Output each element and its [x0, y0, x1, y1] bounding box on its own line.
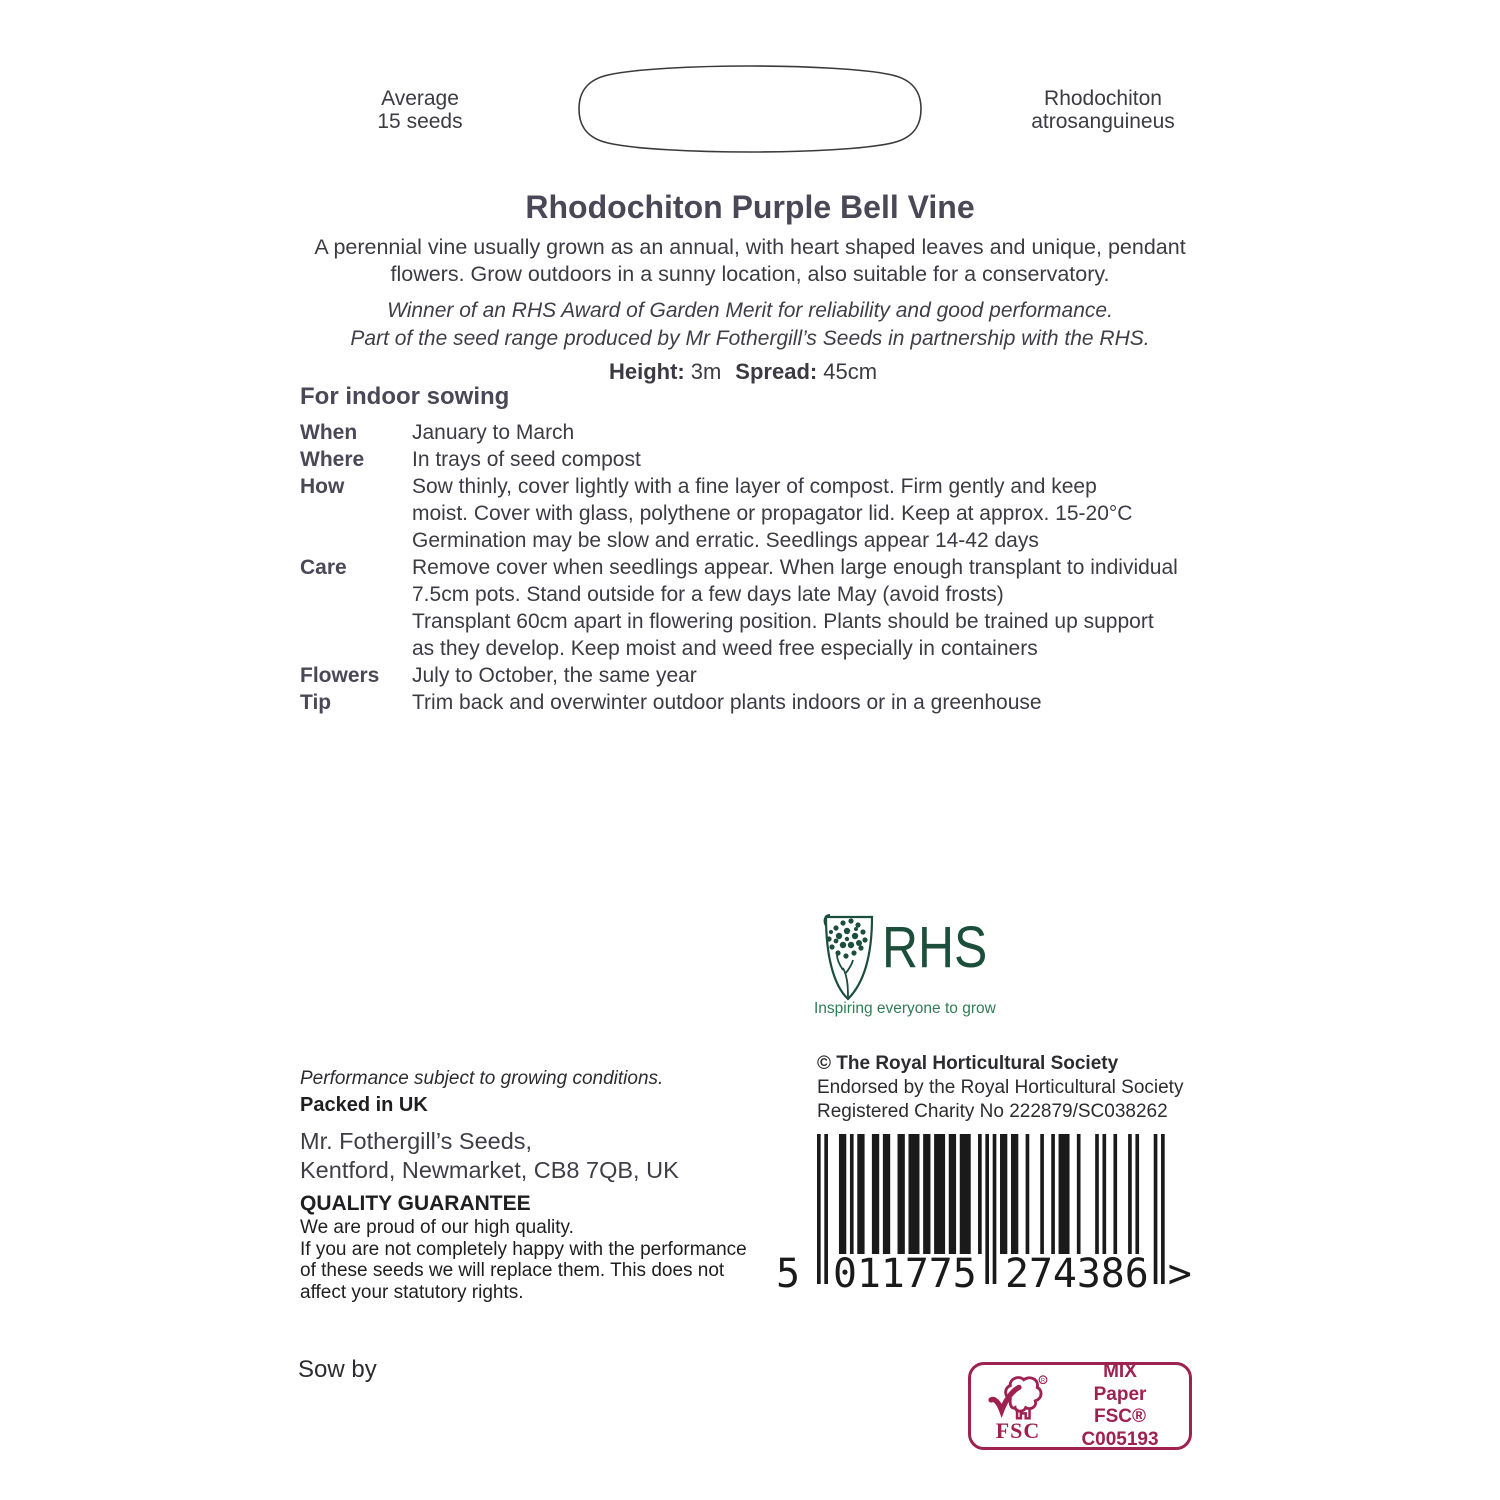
rhs-wordmark: RHS: [882, 915, 988, 980]
sowing-row-where: [300, 446, 1215, 473]
rhs-shield-tree-icon: [812, 912, 884, 1004]
row-value: Remove cover when seedlings appear. When large enough transplant to individual 7.5cm pots. Stand outside for a few days late May (avoid frosts) Transplant 60cm apart in flowering position. Plants should be trained up support as they develop. Keep moist and weed free especially in containers: [412, 556, 1178, 660]
svg-text:274386: 274386: [1005, 1251, 1149, 1296]
fsc-label: [968, 1362, 1192, 1450]
page-title: Rhodochiton Purple Bell Vine: [525, 189, 975, 225]
dimensions-line: [0, 359, 1500, 385]
sowing-table: [300, 419, 1215, 716]
average-seed-count: Average 15 seeds: [377, 87, 463, 133]
row-value: In trays of seed compost: [412, 448, 641, 471]
fsc-logo-block: [971, 1373, 1061, 1443]
fsc-wordmark: FSC: [995, 1417, 1041, 1443]
row-value: July to October, the same year: [412, 664, 697, 687]
sowing-row-when: [300, 419, 1215, 446]
botanical-name: Rhodochiton atrosanguineus: [1031, 87, 1175, 133]
fsc-tree-check-icon: [987, 1373, 1049, 1423]
performance-note: Performance subject to growing conditions.: [300, 1068, 664, 1089]
rhs-tagline: Inspiring everyone to grow: [814, 1000, 996, 1017]
row-value: January to March: [412, 421, 575, 444]
packed-in-uk: Packed in UK: [300, 1094, 428, 1116]
row-label: Care: [300, 556, 347, 579]
svg-text:R: R: [1040, 1377, 1046, 1384]
rhs-award-note: Winner of an RHS Award of Garden Merit for reliability and good performance. Part of the seed range produced by Mr Fothergill’s Seeds in partnership with the RHS.: [350, 299, 1150, 350]
fsc-mix: MIX: [1103, 1361, 1137, 1382]
row-label: When: [300, 421, 358, 444]
svg-text:5: 5: [776, 1251, 801, 1296]
rhs-copyright: © The Royal Horticultural Society: [817, 1053, 1119, 1074]
rhs-copyright-block: [817, 1052, 1183, 1124]
row-label: How: [300, 475, 345, 498]
quality-guarantee-heading: QUALITY GUARANTEE: [300, 1192, 531, 1215]
row-label: Flowers: [300, 664, 380, 687]
svg-text:011775: 011775: [833, 1251, 977, 1296]
height-value: 3m: [690, 359, 722, 384]
sowing-row-flowers: [300, 662, 1215, 689]
sow-by-label: Sow by: [298, 1356, 377, 1383]
variety-description: A perennial vine usually grown as an annual, with heart shaped leaves and unique, pendant flowers. Grow outdoors in a sunny location, also suitable for a conservatory.: [314, 235, 1186, 286]
rhs-charity-number: Registered Charity No 222879/SC038262: [817, 1101, 1168, 1122]
rhs-endorsed: Endorsed by the Royal Horticultural Society: [817, 1077, 1184, 1098]
sowing-row-care: [300, 554, 1215, 662]
row-value: Trim back and overwinter outdoor plants indoors or in a greenhouse: [412, 691, 1042, 714]
row-label: Where: [300, 448, 365, 471]
quality-guarantee-text: We are proud of our high quality. If you are not completely happy with the performance of these seeds we will replace them. This does not affect your statutory rights.: [300, 1217, 747, 1303]
hang-slot-oval: [576, 63, 924, 155]
spread-label: Spread:: [735, 359, 818, 384]
row-label: Tip: [300, 691, 332, 714]
barcode: [772, 1130, 1207, 1296]
sowing-row-tip: [300, 689, 1215, 716]
fsc-license-code: FSC® C005193: [1081, 1406, 1159, 1450]
row-value: Sow thinly, cover lightly with a fine layer of compost. Firm gently and keep moist. Cover with glass, polythene or propagator lid. Keep at approx. 15-20°C Germination may be slow and erratic. Seedlings appear 14-42 days: [412, 475, 1133, 552]
sowing-heading: For indoor sowing: [300, 383, 510, 410]
fsc-paper: Paper: [1093, 1383, 1147, 1405]
publisher-address: Mr. Fothergill’s Seeds, Kentford, Newmarket, CB8 7QB, UK: [300, 1128, 679, 1183]
height-label: Height:: [608, 359, 685, 384]
svg-text:>: >: [1167, 1251, 1192, 1296]
fsc-text-block: [1061, 1361, 1189, 1451]
spread-value: 45cm: [823, 359, 878, 384]
sowing-row-how: [300, 473, 1215, 554]
